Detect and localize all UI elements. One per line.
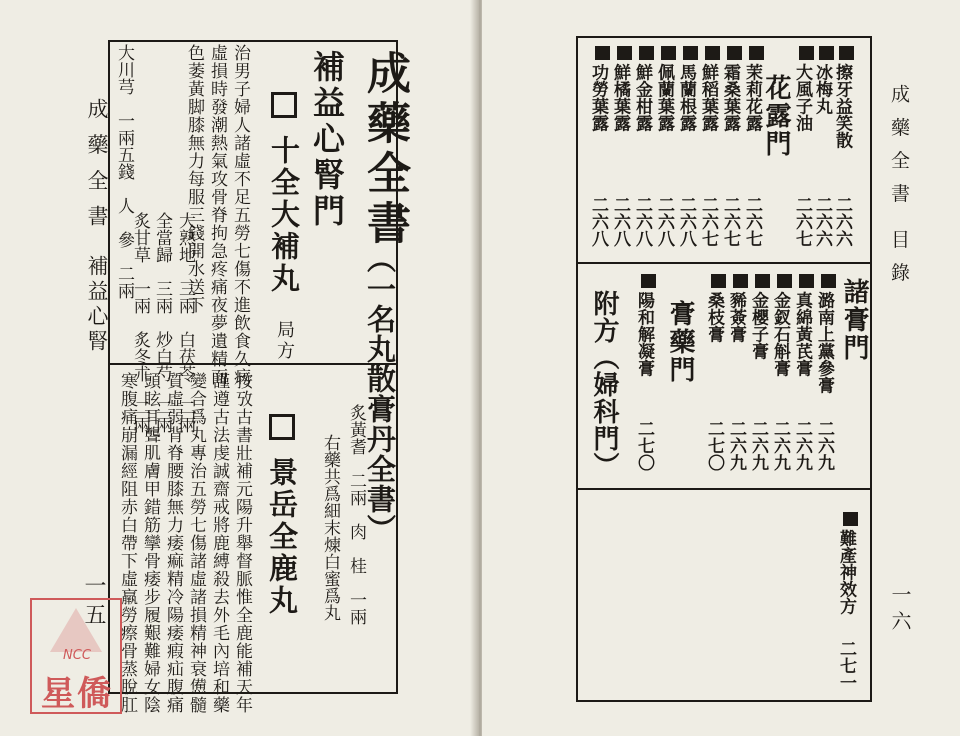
toc-entry-name: 難產神效方	[836, 529, 856, 615]
toc-entry-name: 鮮金柑露	[632, 63, 652, 132]
stamp-text-top: NCC	[63, 648, 91, 663]
toc-entry-flower-5-page: 二六八	[654, 196, 674, 247]
toc-entry-plaster-6	[702, 274, 727, 342]
formula1-ingredient-1: 大熟地 三兩 白茯苓 二兩	[175, 212, 195, 433]
right-margin-title: 成 藥 全 書 目 錄	[888, 84, 910, 286]
triangle-marker-icon	[819, 46, 833, 60]
formula1-ingredient-2: 全當歸 三兩 炒白芍 二兩	[152, 212, 172, 433]
toc-entry-name: 鮮橘葉露	[610, 63, 630, 132]
right-page	[482, 0, 960, 736]
toc-entry-flower-8-page: 二六八	[588, 196, 608, 247]
toc-entry-plaster-4	[746, 274, 771, 359]
toc-entry-plaster-3	[768, 274, 793, 376]
toc-entry-plaster-2-page: 二六九	[792, 420, 812, 471]
triangle-marker-icon	[749, 46, 763, 60]
toc-entry-plaster-1-page: 二六九	[814, 420, 834, 471]
toc-entry-name: 桑枝膏	[704, 291, 724, 343]
formula1-indication-3: 色萎黃脚膝無力每服三錢開水送下	[184, 44, 204, 314]
triangle-marker-icon	[821, 274, 835, 288]
toc-entry-top-3-page: 二六七	[792, 196, 812, 247]
toc-entry-flower-4	[674, 46, 699, 131]
toc-entry-flower-4-page: 二六八	[676, 196, 696, 247]
formula1-note: 局方	[274, 320, 295, 363]
paste-section-heading: 膏藥門	[665, 300, 695, 384]
toc-entry-flower-1-page: 二六七	[742, 196, 762, 247]
toc-entry-top-2-page: 二六六	[812, 196, 832, 247]
square-bullet-icon	[269, 414, 295, 440]
toc-entry-name: 豨薟膏	[726, 291, 746, 343]
toc-entry-name: 鮮稻葉露	[698, 63, 718, 132]
toc-entry-plaster-5-page: 二六九	[726, 420, 746, 471]
plaster-section-heading: 諸膏門	[839, 278, 869, 362]
formula2-desc-3: 變合爲丸專治五勞七傷諸虛諸損精神衰憊髓	[186, 372, 206, 714]
triangle-marker-icon	[711, 274, 725, 288]
formula1-indication-1: 治男子婦人諸虛不足五勞七傷不進飲食久病	[230, 44, 250, 386]
section-heading: 補益心腎門	[308, 50, 346, 230]
toc-entry-flower-2-page: 二六七	[720, 196, 740, 247]
toc-entry-name: 金櫻子膏	[748, 291, 768, 360]
formula2-desc-6: 寒腹痛崩漏經阻赤白帶下虛羸勞瘵骨蒸脫肛	[117, 372, 137, 714]
toc-entry-flower-6	[630, 46, 655, 131]
toc-entry-plaster-4-page: 二六九	[748, 420, 768, 471]
toc-entry-plaster-6-page: 二七〇	[704, 420, 724, 471]
triangle-marker-icon	[639, 46, 653, 60]
right-frame-divider-2	[576, 488, 870, 490]
triangle-marker-icon	[777, 274, 791, 288]
appendix-heading: 附方（婦科門）	[589, 290, 619, 479]
flower-section-heading: 花露門	[761, 74, 791, 158]
formula1-ingredient-4: 大川芎 一兩五錢 人 參 二兩	[114, 44, 134, 299]
triangle-marker-icon	[641, 274, 655, 288]
toc-entry-top-1-page: 二六六	[832, 196, 852, 247]
triangle-marker-icon	[755, 274, 769, 288]
formula1-cont-1: 炙黃耆 二兩 肉 桂 一兩	[346, 404, 366, 625]
book-subtitle: （一名丸散膏丹全書）	[363, 244, 397, 544]
book-title: 成藥全書	[359, 50, 410, 250]
left-page	[0, 0, 478, 736]
toc-entry-name: 真綿黃芪膏	[792, 291, 812, 377]
toc-entry-name: 金釵石斛膏	[770, 291, 790, 377]
left-page-number: 一 五	[81, 574, 106, 625]
stamp-logo-icon	[50, 608, 102, 652]
stamp-text-bottom: 星僑	[41, 674, 113, 714]
formula2-desc-2: 謹遵古法虔誠齋戒將鹿縛殺去外毛內培和藥	[209, 372, 229, 714]
toc-entry-flower-1	[740, 46, 765, 131]
toc-entry-name: 功勞葉露	[588, 63, 608, 132]
toc-entry-name: 陽和解凝膏	[634, 291, 654, 377]
toc-entry-name: 佩蘭葉露	[654, 63, 674, 132]
toc-entry-flower-7-page: 二六八	[610, 196, 630, 247]
toc-entry-plaster-5	[724, 274, 749, 342]
right-frame-divider-1	[576, 262, 870, 264]
toc-entry-flower-3-page: 二六七	[698, 196, 718, 247]
triangle-marker-icon	[799, 274, 813, 288]
toc-entry-name: 潞南上黨參膏	[814, 291, 834, 394]
toc-entry-plaster-3-page: 二六九	[770, 420, 790, 471]
triangle-marker-icon	[839, 46, 853, 60]
triangle-marker-icon	[727, 46, 741, 60]
toc-entry-flower-5	[652, 46, 677, 131]
toc-entry-bottom-page: 二七一	[836, 640, 856, 691]
toc-entry-paste-1	[632, 274, 657, 376]
toc-entry-name: 冰梅丸	[812, 63, 832, 115]
toc-entry-name: 擦牙益笑散	[832, 63, 852, 149]
toc-entry-name: 霜桑葉露	[720, 63, 740, 132]
triangle-marker-icon	[843, 512, 857, 526]
right-page-number: 一 六	[888, 584, 912, 631]
triangle-marker-icon	[595, 46, 609, 60]
toc-entry-flower-3	[696, 46, 721, 131]
formula2-desc-4: 質虛弱背脊腰膝無力痿痲精冷陽痿瘕疝腹痛	[163, 372, 183, 714]
triangle-marker-icon	[705, 46, 719, 60]
toc-entry-name: 馬蘭根露	[676, 63, 696, 132]
formula1-title	[264, 92, 305, 362]
triangle-marker-icon	[733, 274, 747, 288]
formula2-title	[262, 414, 303, 617]
toc-entry-flower-6-page: 二六八	[632, 196, 652, 247]
triangle-marker-icon	[683, 46, 697, 60]
watermark-stamp	[30, 598, 122, 714]
left-margin-title: 成 藥 全 書 補益心腎	[85, 98, 109, 356]
formula1-ingredient-3: 炙甘草 一兩 炙冬朮 二兩	[130, 212, 150, 433]
toc-entry-plaster-2	[790, 274, 815, 376]
toc-entry-name: 茉莉花露	[742, 63, 762, 132]
toc-entry-bottom	[834, 512, 859, 614]
toc-entry-flower-2	[718, 46, 743, 131]
toc-entry-plaster-1	[812, 274, 837, 393]
triangle-marker-icon	[617, 46, 631, 60]
triangle-marker-icon	[799, 46, 813, 60]
formula1-name: 十全大補丸	[267, 135, 301, 296]
formula2-desc-5: 頭眩耳聾肌膚甲錯筋攣骨痿步履艱難婦女陰	[140, 372, 160, 714]
formula2-desc-1: 按攷古書壯補元陽升舉督脈惟全鹿能補天年	[232, 372, 252, 714]
triangle-marker-icon	[661, 46, 675, 60]
toc-entry-flower-8	[586, 46, 611, 131]
formula1-cont-2: 右藥共爲細末煉白蜜爲丸	[320, 434, 340, 621]
toc-entry-name: 大風子油	[792, 63, 812, 132]
square-bullet-icon	[271, 92, 297, 118]
formula1-indication-2: 虛損時發潮熱氣攻骨脊拘急疼痛夜夢遺精面	[207, 44, 227, 386]
formula2-name: 景岳全鹿丸	[265, 457, 299, 618]
toc-entry-flower-7	[608, 46, 633, 131]
toc-entry-paste-1-page: 二七〇	[634, 420, 654, 471]
